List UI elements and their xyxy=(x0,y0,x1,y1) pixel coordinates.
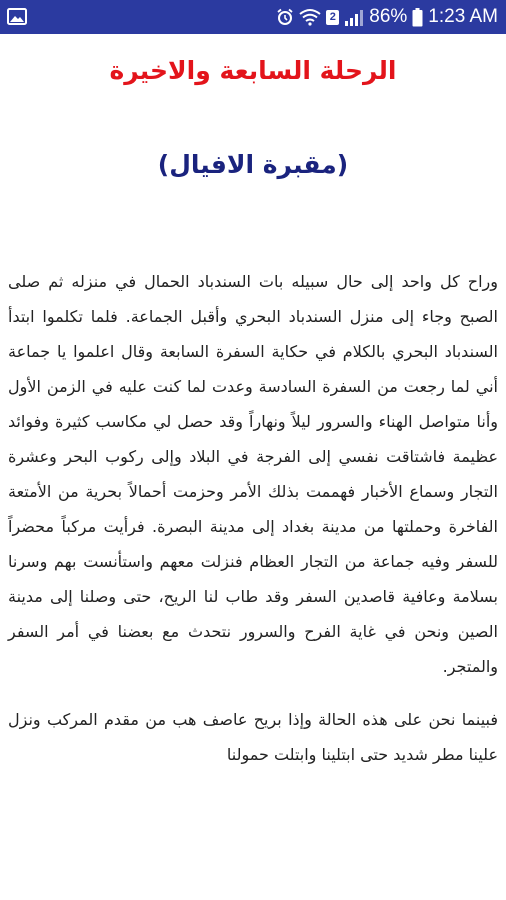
status-bar xyxy=(0,0,506,34)
signal-icon xyxy=(344,9,364,26)
battery-icon xyxy=(412,8,423,27)
battery-percent: 86% xyxy=(369,6,408,27)
wifi-icon xyxy=(299,8,321,26)
chapter-subtitle: (مقبرة الافيال) xyxy=(157,150,349,179)
clock: 1:23 AM xyxy=(428,6,498,27)
chapter-title: الرحلة السابعة والاخيرة xyxy=(109,56,397,85)
article-body xyxy=(8,264,498,790)
alarm-icon xyxy=(276,8,294,26)
article-view[interactable] xyxy=(0,34,506,900)
gallery-icon xyxy=(7,8,27,25)
paragraph: فبينما نحن على هذه الحالة وإذا بريح عاصف هب من مقدم المركب ونزل علينا مطر شديد حتى ابتلينا وابتلت حمولنا xyxy=(8,710,498,764)
paragraph: وراح كل واحد إلى حال سبيله بات السندباد الحمال في منزله ثم صلى الصبح وجاء إلى منزل السندباد البحري وأقبل الجماعة. فلما تكلموا ابتدأ السندباد البحري بالكلام في حكاية السفرة السابعة وقال اعلموا يا جماعة أني لما رجعت من السفرة السادسة وعدت لما كنت عليه في الزمن الأول وأنا متواصل الهناء والسرور ليلاً ونهاراً وقد حصل لي مكاسب كثيرة وفوائد عظيمة فاشتاقت نفسي إلى الفرجة في البلاد وإلى ركوب البحر وعشرة التجار وسماع الأخبار فهممت بذلك الأمر وحزمت أحمالاً بحرية من الأمتعة الفاخرة وحملتها من مدينة بغداد إلى مدينة البصرة. فرأيت مركباً محضراً للسفر وفيه جماعة من التجار العظام فنزلت معهم واستأنست بهم وسرنا بسلامة وعافية قاصدين السفر وقد طاب لنا الريح، حتى وصلنا إلى مدينة الصين ونحن في غاية الفرح والسرور نتحدث مع بعضنا في أمر السفر والمتجر. xyxy=(8,272,498,676)
sim-badge: 2 xyxy=(326,10,339,25)
